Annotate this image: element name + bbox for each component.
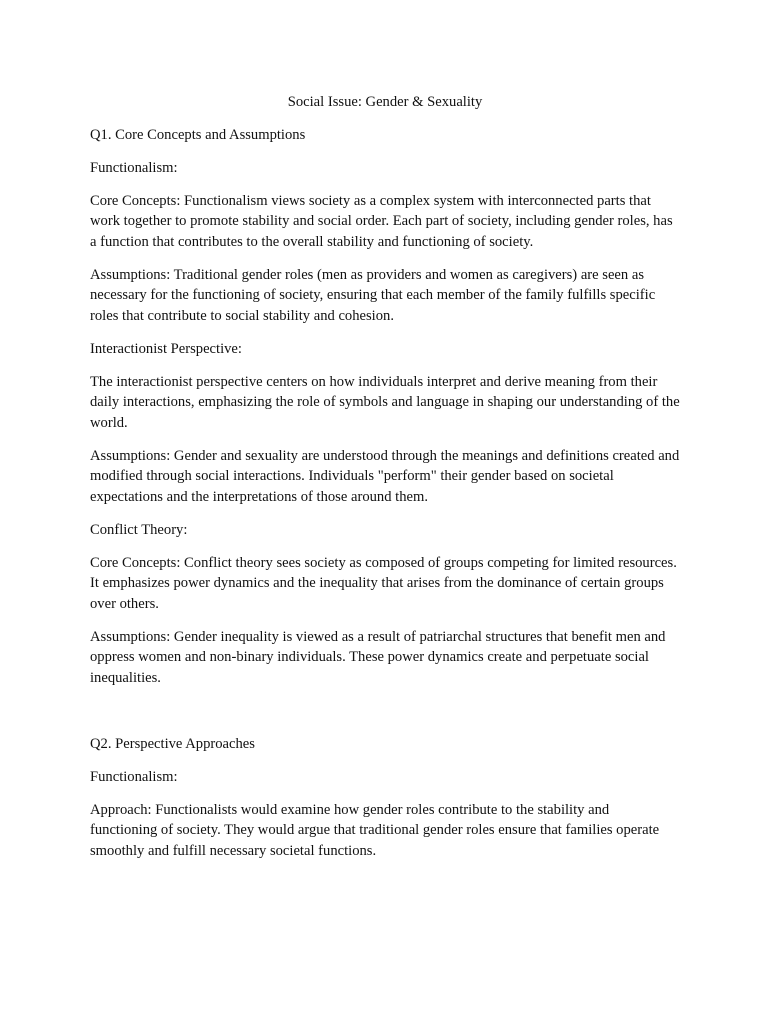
q2-heading: Q2. Perspective Approaches (90, 735, 255, 752)
functionalism-heading: Functionalism: (90, 159, 178, 176)
q2-functionalism-approach: Approach: Functionalists would examine how gender roles contribute to the stability and functioning of society. They would argue that traditional gender roles ensure that families operate smoothly and fulfill necessary societal functions. (90, 801, 660, 859)
q1-heading: Q1. Core Concepts and Assumptions (90, 126, 306, 143)
interactionist-assumptions: Assumptions: Gender and sexuality are understood through the meanings and definitions created and modified through social interactions. Individuals "perform" their gender based on societal expectations and the interpretations of those around them. (90, 447, 680, 505)
interactionist-core-concepts: The interactionist perspective centers on how individuals interpret and derive meaning from their daily interactions, emphasizing the role of symbols and language in shaping our understanding of the world. (90, 373, 680, 431)
conflict-assumptions: Assumptions: Gender inequality is viewed as a result of patriarchal structures that benefit men and oppress women and non-binary individuals. These power dynamics create and perpetuate social inequalities. (90, 628, 666, 686)
conflict-core-concepts: Core Concepts: Conflict theory sees society as composed of groups competing for limited resources. It emphasizes power dynamics and the inequality that arises from the dominance of certain groups over others. (90, 554, 677, 612)
q2-functionalism-heading: Functionalism: (90, 768, 178, 785)
document-body (90, 92, 680, 874)
document-title: Social Issue: Gender & Sexuality (287, 94, 483, 110)
interactionist-heading: Interactionist Perspective: (90, 340, 242, 357)
functionalism-core-concepts: Core Concepts: Functionalism views society as a complex system with interconnected parts that work together to promote stability and social order. Each part of society, including gender roles, has a function that contributes to the overall stability and functioning of society. (90, 192, 673, 250)
conflict-heading: Conflict Theory: (90, 521, 188, 538)
section-spacer (90, 701, 680, 734)
functionalism-assumptions: Assumptions: Traditional gender roles (men as providers and women as caregivers) are seen as necessary for the functioning of society, ensuring that each member of the family fulfills specific roles that contribute to social stability and cohesion. (90, 266, 656, 324)
